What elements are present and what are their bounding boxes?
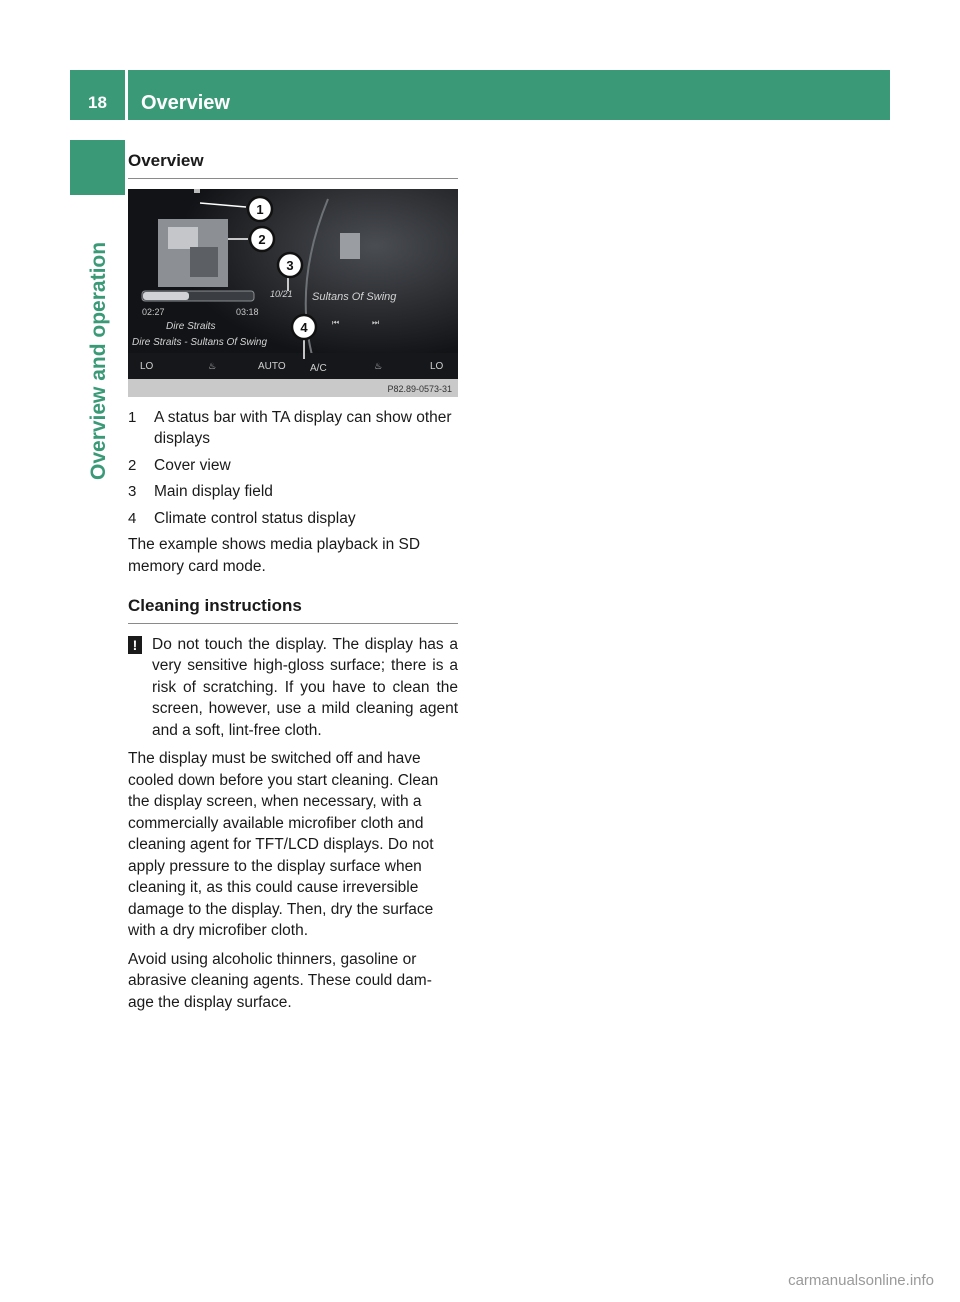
track-count: 10/21	[270, 288, 293, 299]
header-separator	[125, 70, 128, 120]
artist-track: Dire Straits - Sultans Of Swing	[132, 336, 268, 348]
warning-note	[128, 634, 458, 742]
svg-text:2: 2	[258, 231, 266, 247]
section-title-overview: Overview	[128, 150, 458, 179]
time-total: 03:18	[236, 306, 259, 317]
legend-text: A status bar with TA display can show other displays	[154, 408, 452, 447]
legend-number: 1	[128, 408, 137, 426]
legend-number: 4	[128, 509, 137, 527]
figure-legend	[128, 407, 458, 530]
next-track-icon: ⏭	[372, 317, 380, 327]
display-illustration	[128, 189, 458, 397]
legend-item	[128, 508, 458, 530]
climate-ac: A/C	[310, 362, 327, 374]
callout-2	[250, 227, 274, 251]
callout-4	[292, 315, 316, 339]
climate-left-temp: LO	[140, 360, 154, 372]
side-tab-label: Overview and operation	[87, 241, 110, 480]
legend-item	[128, 455, 458, 477]
svg-text:1: 1	[256, 201, 264, 217]
page-number: 18	[88, 93, 107, 112]
legend-text: Cover view	[154, 456, 231, 474]
display-figure	[128, 189, 458, 397]
svg-text:3: 3	[286, 257, 294, 273]
seat-heating-left-icon: ♨	[208, 361, 217, 372]
warning-text: Do not touch the display. The display has a very sensitive high-gloss surface; there is a risk of scratching. If you have to clean the screen, however, use a mild cleaning agent and a soft, lint-free cloth.	[152, 635, 458, 739]
section-title-cleaning: Cleaning instructions	[128, 595, 458, 624]
overview-paragraph: The example shows media playback in SD memory card mode.	[128, 536, 421, 575]
time-elapsed: 02:27	[142, 306, 165, 317]
previous-track-icon: ⏮	[332, 317, 340, 327]
seat-heating-right-icon: ♨	[374, 361, 383, 372]
callout-1	[248, 197, 272, 221]
climate-mode: AUTO	[258, 360, 286, 372]
side-block	[70, 140, 125, 195]
cleaning-paragraph-1: The display must be switched off and have cooled down before you start cleaning. Clean the display screen, when necessary, with a commercially available microfiber cloth and cleaning agent for TFT/LCD displays. Do not apply pressure to the display surface when cleaning it, as this could cause irreversible damage to the display. Then, dry the surface with a dry microfiber cloth.	[128, 750, 439, 939]
cleaning-paragraph-2: Avoid using alcoholic thinners, gasoline or abrasive cleaning agents. These could dam- age the display surface.	[128, 950, 432, 1011]
legend-item	[128, 407, 458, 450]
warning-icon: !	[128, 636, 142, 654]
watermark: carmanualsonline.info	[788, 1272, 934, 1289]
track-title: Sultans Of Swing	[312, 290, 397, 303]
main-column	[128, 150, 458, 1020]
progress-bar-fill	[143, 292, 189, 300]
header-title: Overview	[141, 92, 230, 114]
figure-ref-code: P82.89-0573-31	[387, 383, 452, 394]
legend-number: 3	[128, 483, 137, 500]
svg-text:4: 4	[300, 319, 308, 335]
legend-item	[128, 481, 458, 503]
legend-text: Main display field	[154, 483, 273, 500]
callout-3	[278, 253, 302, 277]
climate-right-temp: LO	[430, 360, 444, 372]
legend-number: 2	[128, 456, 137, 474]
artist-name: Dire Straits	[166, 320, 216, 332]
legend-text: Climate control status display	[154, 509, 356, 527]
